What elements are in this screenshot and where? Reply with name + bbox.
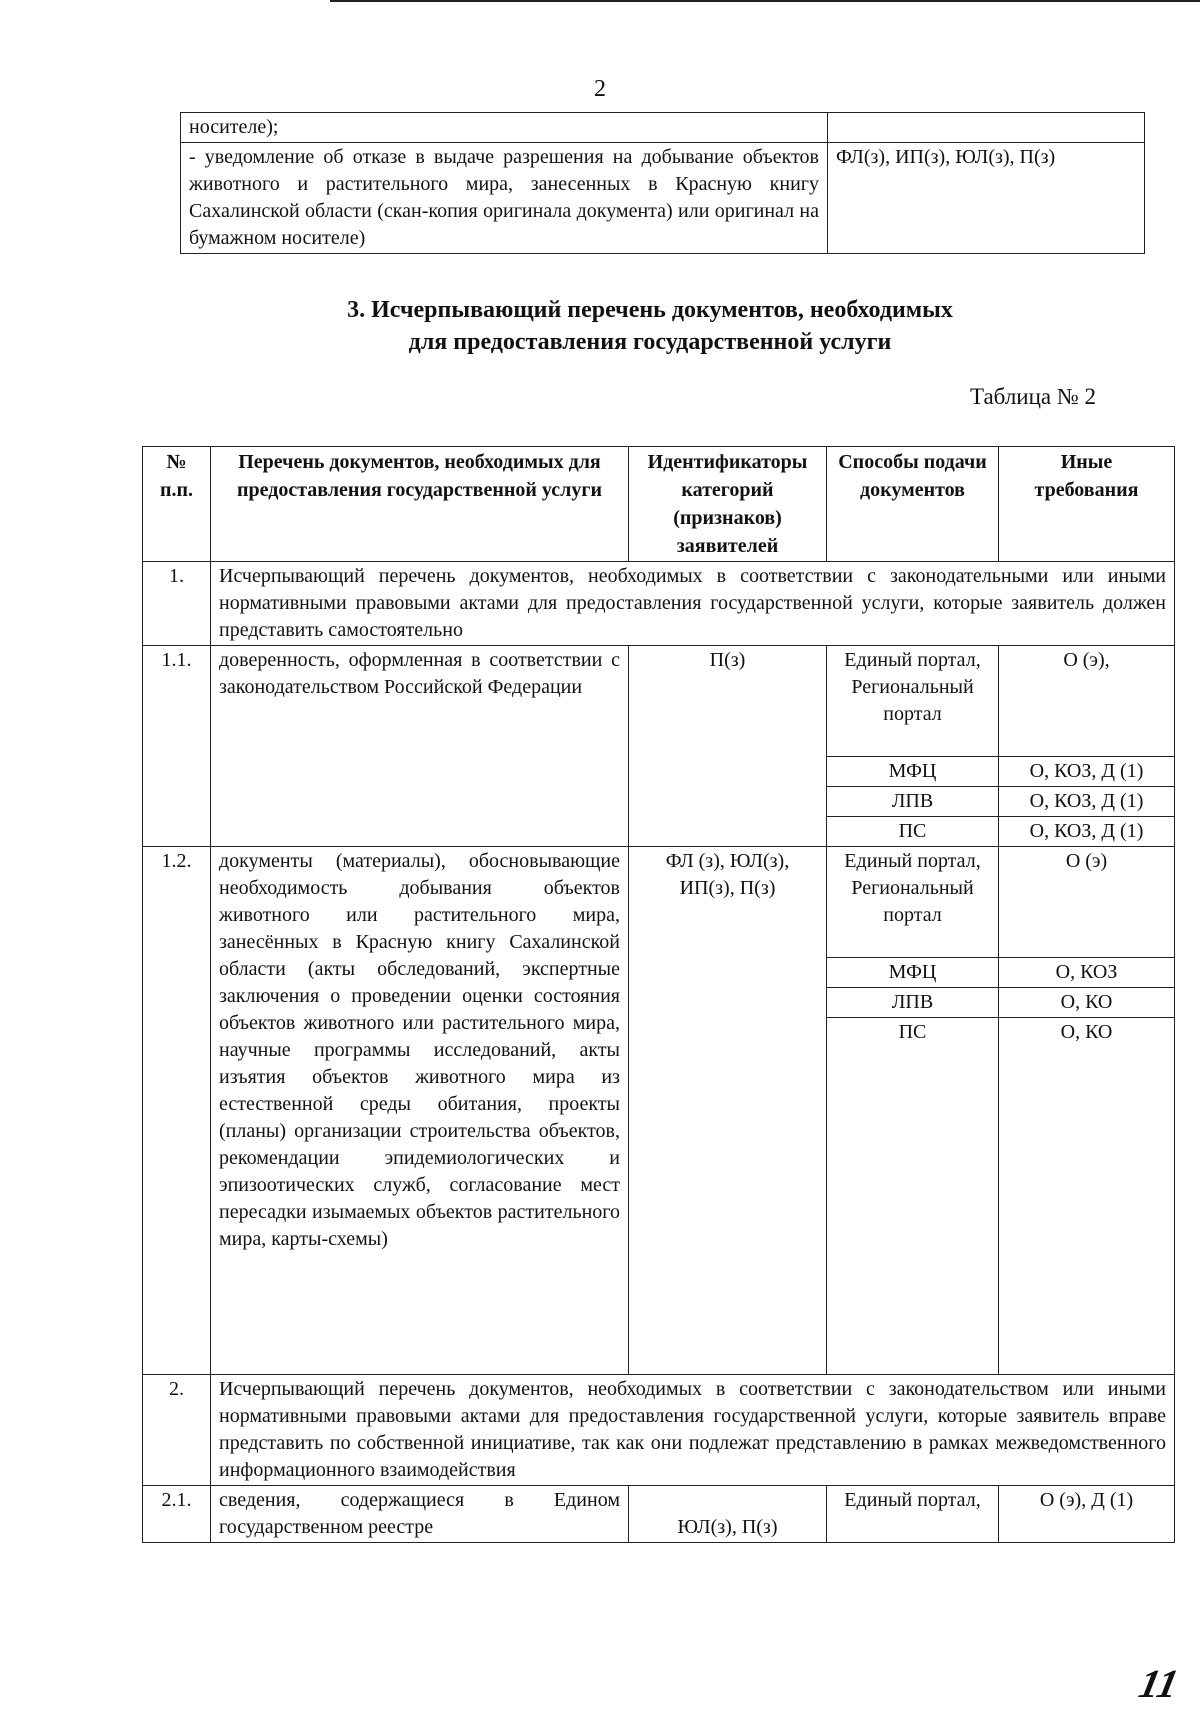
table-row bbox=[181, 113, 1145, 143]
other-item: О, КО bbox=[999, 988, 1174, 1018]
section-title bbox=[0, 294, 1200, 358]
table-header-row bbox=[143, 447, 1175, 562]
ids-cell: П(з) bbox=[629, 646, 827, 847]
table-cell: носителе); bbox=[181, 113, 828, 143]
method-item: ЛПВ bbox=[827, 988, 998, 1018]
scan-edge-line bbox=[330, 0, 1200, 2]
other-item: О, КОЗ bbox=[999, 958, 1174, 988]
table-cell bbox=[828, 113, 1145, 143]
row-num: 1. bbox=[143, 562, 211, 646]
table-cell: ФЛ(з), ИП(з), ЮЛ(з), П(з) bbox=[828, 143, 1145, 254]
method-item: ПС bbox=[898, 820, 927, 842]
methods-cell: Единый портал, bbox=[827, 1486, 999, 1543]
ids-cell: ЮЛ(з), П(з) bbox=[629, 1486, 827, 1543]
other-cell bbox=[999, 847, 1175, 1375]
header-num: № п.п. bbox=[143, 447, 211, 562]
header-docs: Перечень документов, необходимых для предоставления государственной услуги bbox=[211, 447, 629, 562]
row-num: 1.1. bbox=[143, 646, 211, 847]
page-number: 2 bbox=[594, 76, 606, 102]
table-row bbox=[143, 562, 1175, 646]
other-cell: О (э), Д (1) bbox=[999, 1486, 1175, 1543]
other-item: О, КОЗ, Д (1) bbox=[999, 757, 1174, 787]
section-row-text: Исчерпывающий перечень документов, необходимых в соответствии с законодательством или иными нормативными правовыми актами для предоставления государственной услуги, которые заявитель вправе представить по собственной инициативе, так как они подлежат представлению в рамках межведомственного информационного взаимодействия bbox=[211, 1375, 1175, 1486]
section-title-line: для предоставления государственной услуги bbox=[408, 329, 892, 355]
other-item: О (э), bbox=[999, 646, 1174, 757]
other-list bbox=[999, 847, 1174, 1047]
row-num: 2. bbox=[143, 1375, 211, 1486]
other-item: О (э) bbox=[999, 847, 1174, 958]
other-cell bbox=[999, 646, 1175, 847]
method-item: МФЦ bbox=[827, 958, 998, 988]
methods-cell bbox=[827, 646, 999, 847]
table-row bbox=[181, 143, 1145, 254]
continuation-table bbox=[180, 112, 1145, 254]
methods-list bbox=[827, 646, 998, 846]
table-label: Таблица № 2 bbox=[970, 384, 1097, 409]
method-item: ПС bbox=[898, 1021, 927, 1043]
methods-cell bbox=[827, 847, 999, 1375]
other-item: О, КОЗ, Д (1) bbox=[1029, 820, 1144, 842]
row-num: 2.1. bbox=[143, 1486, 211, 1543]
handwritten-page-number: 11 bbox=[1135, 1661, 1183, 1706]
row-num: 1.2. bbox=[143, 847, 211, 1375]
method-item: Единый портал, Региональный портал bbox=[827, 847, 998, 958]
methods-list bbox=[827, 847, 998, 1047]
other-item: О, КО bbox=[1060, 1021, 1113, 1043]
documents-table bbox=[142, 446, 1175, 1543]
section-title-line: 3. Исчерпывающий перечень документов, необходимых bbox=[347, 297, 953, 323]
table-row bbox=[143, 646, 1175, 847]
doc-cell: доверенность, оформленная в соответствии с законодательством Российской Федерации bbox=[211, 646, 629, 847]
header-other: Иные требования bbox=[999, 447, 1175, 562]
other-list bbox=[999, 646, 1174, 846]
header-methods: Способы подачи документов bbox=[827, 447, 999, 562]
table-cell: - уведомление об отказе в выдаче разрешения на добывание объектов животного и растительного мира, занесенных в Красную книгу Сахалинской области (скан-копия оригинала документа) или оригинал на бумажном носителе) bbox=[181, 143, 828, 254]
ids-cell: ФЛ (з), ЮЛ(з), ИП(з), П(з) bbox=[629, 847, 827, 1375]
table-row bbox=[143, 1375, 1175, 1486]
method-item: МФЦ bbox=[827, 757, 998, 787]
header-ids: Идентификаторы категорий (признаков) заявителей bbox=[629, 447, 827, 562]
method-item: ЛПВ bbox=[827, 787, 998, 817]
table-row bbox=[143, 1486, 1175, 1543]
table-row bbox=[143, 847, 1175, 1375]
doc-cell: сведения, содержащиеся в Едином государственном реестре bbox=[211, 1486, 629, 1543]
method-item: Единый портал, Региональный портал bbox=[827, 646, 998, 757]
other-item: О, КОЗ, Д (1) bbox=[999, 787, 1174, 817]
doc-cell: документы (материалы), обосновывающие необходимость добывания объектов животного или растительного мира, занесённых в Красную книгу Сахалинской области (акты обследований, экспертные заключения о проведении оценки состояния объектов животного или растительного мира, научные программы исследований, акты изъятия объектов животного мира из естественной среды обитания, проекты (планы) организации строительства объектов, рекомендации эпидемиологических и эпизоотических служб, согласование мест пересадки изымаемых объектов растительного мира, карты-схемы) bbox=[211, 847, 629, 1375]
section-row-text: Исчерпывающий перечень документов, необходимых в соответствии с законодательными или иными нормативными правовыми актами для предоставления государственной услуги, которые заявитель должен представить самостоятельно bbox=[211, 562, 1175, 646]
